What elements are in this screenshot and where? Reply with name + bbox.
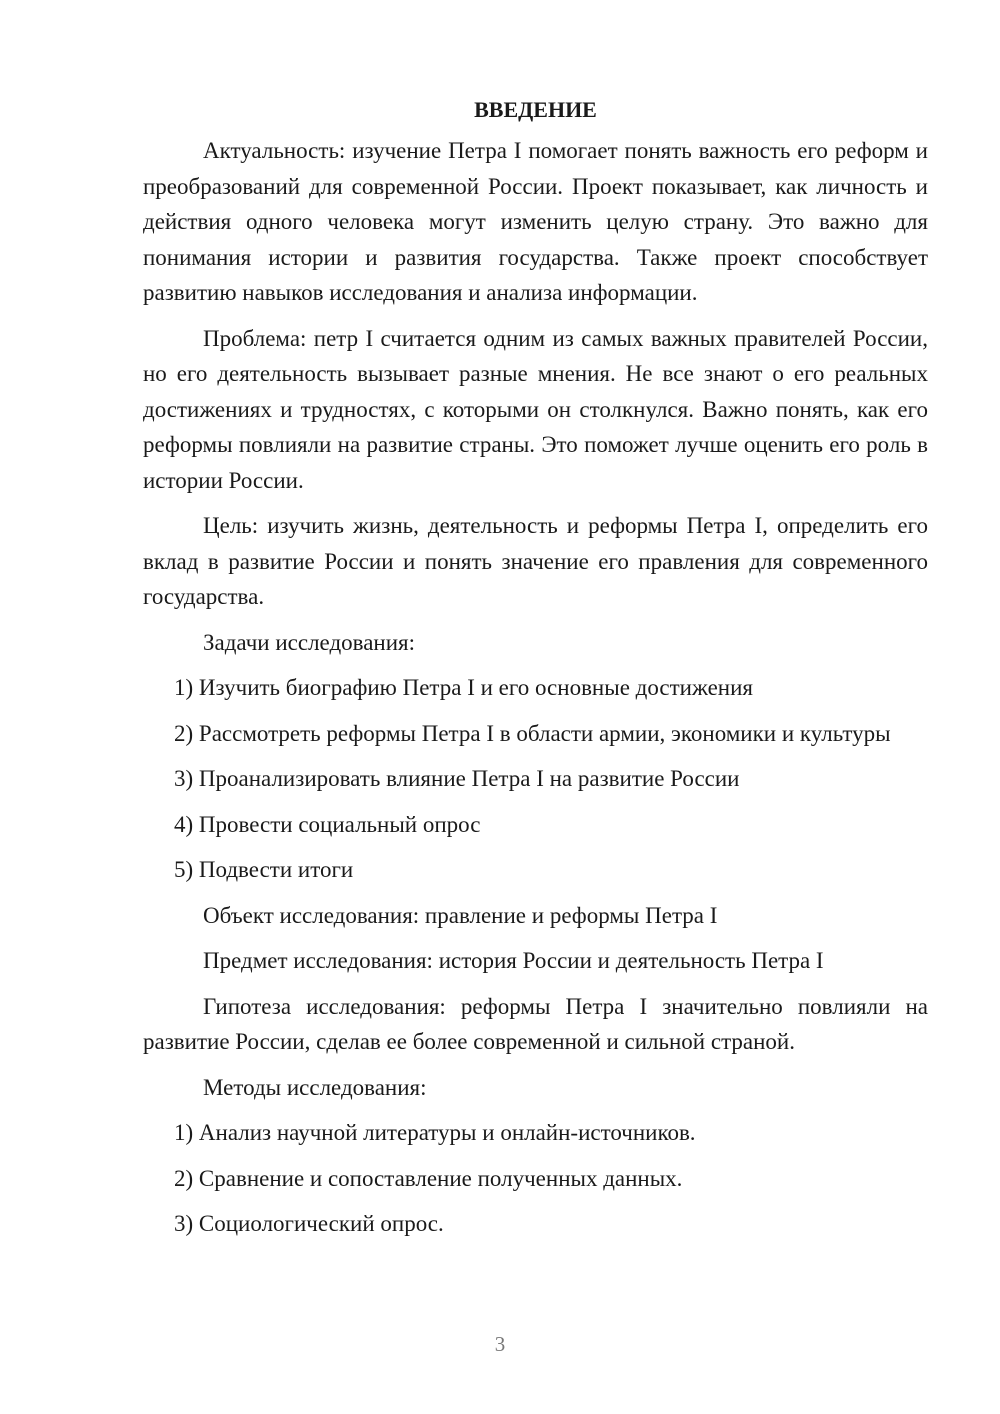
task-item: 2) Рассмотреть реформы Петра I в области армии, экономики и культуры [174, 720, 891, 746]
goal-paragraph: Цель: изучить жизнь, деятельность и реформы Петра I, определить его вклад в развитие России и понять значение его правления для современного государства. [143, 513, 928, 609]
task-item: 5) Подвести итоги [174, 857, 354, 882]
methods-heading: Методы исследования: [203, 1074, 427, 1100]
page-content [143, 92, 928, 1242]
methods-list [143, 1115, 928, 1242]
tasks-list [143, 670, 928, 888]
problem-paragraph: Проблема: петр I считается одним из самых важных правителей России, но его деятельность вызывает разные мнения. Не все знают о его реальных достижениях и трудностях, с которыми он столкнулся. Важно понять, как его реформы повлияли на развитие страны. Это поможет лучше оценить его роль в истории России. [143, 325, 928, 493]
page-number: 3 [494, 1332, 506, 1356]
object-paragraph: Объект исследования: правление и реформы Петра I [203, 902, 718, 928]
relevance-paragraph: Актуальность: изучение Петра I помогает понять важность его реформ и преобразований для современной России. Проект показывает, как личность и действия одного человека могут изменить целую страну. Это важно для понимания истории и развития государства. Также проект способствует развитию навыков исследования и анализа информации. [143, 138, 928, 305]
method-item: 3) Социологический опрос. [174, 1211, 444, 1236]
hypothesis-paragraph: Гипотеза исследования: реформы Петра I значительно повлияли на развитие России, сделав ее более современной и сильной страной. [143, 993, 928, 1054]
tasks-heading: Задачи исследования: [203, 629, 416, 655]
task-item: 4) Провести социальный опрос [174, 811, 481, 837]
method-item: 2) Сравнение и сопоставление полученных данных. [174, 1165, 683, 1191]
section-heading: ВВЕДЕНИЕ [474, 97, 597, 122]
task-item: 3) Проанализировать влияние Петра I на развитие России [174, 766, 740, 791]
task-item: 1) Изучить биографию Петра I и его основные достижения [174, 675, 753, 700]
subject-paragraph: Предмет исследования: история России и деятельность Петра I [203, 948, 824, 973]
method-item: 1) Анализ научной литературы и онлайн-источников. [174, 1120, 696, 1145]
